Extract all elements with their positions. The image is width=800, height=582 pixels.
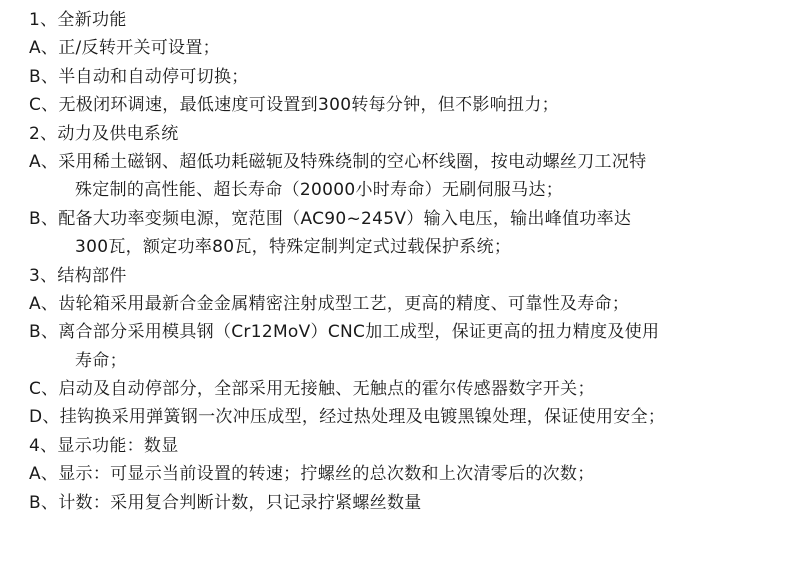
section-heading-2: 2、动力及供电系统: [29, 123, 179, 144]
item-4a: A、显示：可显示当前设置的转速；拧螺丝的总次数和上次清零后的次数；: [29, 464, 595, 485]
item-1a: A、正/反转开关可设置；: [29, 38, 220, 59]
item-4b: B、计数：采用复合判断计数，只记录拧紧螺丝数量: [29, 492, 422, 513]
item-3b: B、离合部分采用模具钢（Cr12MoV）CNC加工成型，保证更高的扭力精度及使用: [29, 322, 660, 343]
section-heading-3: 3、结构部件: [29, 265, 127, 286]
item-1c: C、无极闭环调速，最低速度可设置到300转每分钟，但不影响扭力；: [29, 95, 559, 116]
item-2a: A、采用稀土磁钢、超低功耗磁轭及特殊绕制的空心杯线圈，按电动螺丝刀工况特: [29, 151, 647, 172]
item-3b-continuation: 寿命；: [75, 350, 127, 371]
item-2b: B、配备大功率变频电源，宽范围（AC90~245V）输入电压，输出峰值功率达: [29, 208, 632, 229]
item-3a: A、齿轮箱采用最新合金金属精密注射成型工艺，更高的精度、可靠性及寿命；: [29, 293, 630, 314]
item-2b-continuation: 300瓦，额定功率80瓦，特殊定制判定式过载保护系统；: [75, 237, 512, 258]
item-3d: D、挂钩换采用弹簧钢一次冲压成型，经过热处理及电镀黑镍处理，保证使用安全；: [29, 407, 666, 428]
section-heading-1: 1、全新功能: [29, 10, 127, 30]
item-2a-continuation: 殊定制的高性能、超长寿命（20000小时寿命）无刷伺服马达；: [75, 180, 564, 201]
item-1b: B、半自动和自动停可切换；: [29, 66, 249, 87]
section-heading-4: 4、显示功能：数显: [29, 435, 179, 456]
item-3c: C、启动及自动停部分，全部采用无接触、无触点的霍尔传感器数字开关；: [29, 379, 595, 400]
